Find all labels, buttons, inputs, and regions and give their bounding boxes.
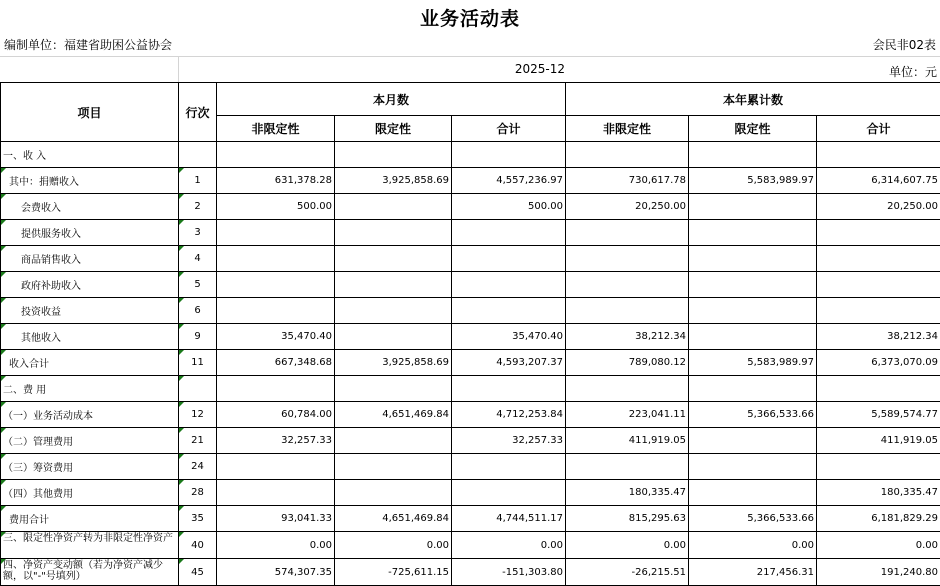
cell-month-total: 500.00 <box>452 194 566 220</box>
row-item-label: （三）筹资费用 <box>1 454 179 480</box>
table-row <box>1 480 940 506</box>
cell-month-unrestricted <box>217 246 335 272</box>
cell-marker-icon <box>179 532 184 537</box>
cell-marker-icon <box>179 246 184 251</box>
row-line-number: 35 <box>179 506 217 532</box>
table-row <box>1 220 940 246</box>
cell-marker-icon <box>179 480 184 485</box>
cell-marker-icon <box>179 506 184 511</box>
cell-year-total <box>817 142 940 168</box>
table-row <box>1 454 940 480</box>
cell-year-unrestricted <box>566 220 689 246</box>
cell-month-restricted <box>335 428 452 454</box>
col-header-month-unrestricted: 非限定性 <box>217 116 335 142</box>
cell-year-restricted <box>689 142 817 168</box>
col-header-year-restricted: 限定性 <box>689 116 817 142</box>
cell-month-restricted <box>335 142 452 168</box>
cell-year-total: 6,314,607.75 <box>817 168 940 194</box>
cell-marker-icon <box>179 428 184 433</box>
cell-month-restricted: -725,611.15 <box>335 559 452 586</box>
cell-month-unrestricted: 35,470.40 <box>217 324 335 350</box>
row-line-number: 4 <box>179 246 217 272</box>
table-row <box>1 559 940 586</box>
cell-month-total: 4,557,236.97 <box>452 168 566 194</box>
cell-year-unrestricted <box>566 142 689 168</box>
cell-year-restricted <box>689 454 817 480</box>
table-row <box>1 506 940 532</box>
cell-year-total: 5,589,574.77 <box>817 402 940 428</box>
table-row <box>1 376 940 402</box>
cell-month-unrestricted: 574,307.35 <box>217 559 335 586</box>
row-line-number: 5 <box>179 272 217 298</box>
form-code: 会民非02表 <box>873 36 936 53</box>
table-row <box>1 142 940 168</box>
cell-year-restricted <box>689 194 817 220</box>
cell-year-restricted <box>689 428 817 454</box>
cell-year-unrestricted: 223,041.11 <box>566 402 689 428</box>
cell-year-unrestricted: -26,215.51 <box>566 559 689 586</box>
cell-marker-icon <box>1 559 6 564</box>
cell-marker-icon <box>1 350 6 355</box>
cell-year-restricted: 5,583,989.97 <box>689 350 817 376</box>
cell-year-unrestricted <box>566 298 689 324</box>
cell-year-restricted: 5,366,533.66 <box>689 402 817 428</box>
row-line-number: 24 <box>179 454 217 480</box>
table-row <box>1 272 940 298</box>
cell-year-unrestricted <box>566 272 689 298</box>
row-item-label: 投资收益 <box>1 298 179 324</box>
col-group-year: 本年累计数 <box>566 83 940 116</box>
row-item-label: 二、费 用 <box>1 376 179 402</box>
cell-marker-icon <box>1 480 6 485</box>
cell-month-restricted <box>335 324 452 350</box>
cell-marker-icon <box>179 324 184 329</box>
row-item-label: 商品销售收入 <box>1 246 179 272</box>
cell-month-total: 4,593,207.37 <box>452 350 566 376</box>
cell-marker-icon <box>179 194 184 199</box>
cell-year-unrestricted: 180,335.47 <box>566 480 689 506</box>
row-line-number: 2 <box>179 194 217 220</box>
cell-month-total: 35,470.40 <box>452 324 566 350</box>
cell-month-unrestricted: 667,348.68 <box>217 350 335 376</box>
cell-marker-icon <box>179 559 184 564</box>
cell-year-total <box>817 376 940 402</box>
header-row-groups <box>1 83 940 116</box>
cell-marker-icon <box>1 220 6 225</box>
cell-month-unrestricted <box>217 298 335 324</box>
cell-year-unrestricted: 20,250.00 <box>566 194 689 220</box>
cell-marker-icon <box>1 376 6 381</box>
cell-year-total: 6,373,070.09 <box>817 350 940 376</box>
table-row <box>1 350 940 376</box>
cell-year-unrestricted: 730,617.78 <box>566 168 689 194</box>
cell-year-restricted <box>689 272 817 298</box>
cell-marker-icon <box>1 428 6 433</box>
cell-year-total <box>817 454 940 480</box>
cell-marker-icon <box>1 298 6 303</box>
cell-month-unrestricted: 631,378.28 <box>217 168 335 194</box>
row-item-label: 三、限定性净资产转为非限定性净资产 <box>1 532 179 559</box>
cell-month-total <box>452 272 566 298</box>
cell-month-restricted <box>335 272 452 298</box>
row-line-number: 9 <box>179 324 217 350</box>
table-row <box>1 402 940 428</box>
cell-month-total <box>452 454 566 480</box>
cell-month-restricted: 3,925,858.69 <box>335 350 452 376</box>
cell-year-restricted: 5,366,533.66 <box>689 506 817 532</box>
col-header-item: 项目 <box>1 83 179 142</box>
col-header-month-restricted: 限定性 <box>335 116 452 142</box>
cell-month-restricted <box>335 480 452 506</box>
cell-year-total <box>817 246 940 272</box>
cell-marker-icon <box>1 246 6 251</box>
cell-month-restricted <box>335 376 452 402</box>
cell-year-total: 20,250.00 <box>817 194 940 220</box>
cell-month-total <box>452 246 566 272</box>
row-line-number: 6 <box>179 298 217 324</box>
cell-month-restricted: 3,925,858.69 <box>335 168 452 194</box>
cell-year-unrestricted: 0.00 <box>566 532 689 559</box>
row-line-number: 40 <box>179 532 217 559</box>
cell-year-restricted <box>689 376 817 402</box>
row-line-number: 45 <box>179 559 217 586</box>
row-line-number <box>179 142 217 168</box>
cell-month-unrestricted <box>217 272 335 298</box>
table-row <box>1 298 940 324</box>
cell-month-total <box>452 480 566 506</box>
cell-year-total <box>817 220 940 246</box>
row-item-label: 政府补助收入 <box>1 272 179 298</box>
table-body <box>1 142 940 586</box>
cell-marker-icon <box>1 168 6 173</box>
col-header-year-unrestricted: 非限定性 <box>566 116 689 142</box>
cell-month-restricted <box>335 194 452 220</box>
cell-month-total <box>452 220 566 246</box>
cell-month-total: 4,712,253.84 <box>452 402 566 428</box>
row-item-label: 四、净资产变动额（若为净资产减少额，以"-"号填列） <box>1 559 179 586</box>
row-item-label: 收入合计 <box>1 350 179 376</box>
cell-year-total: 411,919.05 <box>817 428 940 454</box>
table-row <box>1 428 940 454</box>
cell-month-total: 32,257.33 <box>452 428 566 454</box>
report-title: 业务活动表 <box>0 4 940 31</box>
activity-table <box>0 82 940 586</box>
cell-year-restricted <box>689 324 817 350</box>
cell-marker-icon <box>179 298 184 303</box>
cell-marker-icon <box>1 532 6 537</box>
cell-year-unrestricted: 411,919.05 <box>566 428 689 454</box>
cell-marker-icon <box>179 220 184 225</box>
cell-month-unrestricted <box>217 480 335 506</box>
cell-month-restricted: 4,651,469.84 <box>335 506 452 532</box>
cell-year-unrestricted <box>566 454 689 480</box>
row-line-number <box>179 376 217 402</box>
row-item-label: 费用合计 <box>1 506 179 532</box>
cell-month-total: 0.00 <box>452 532 566 559</box>
row-line-number: 21 <box>179 428 217 454</box>
cell-month-restricted: 0.00 <box>335 532 452 559</box>
col-header-year-total: 合计 <box>817 116 940 142</box>
cell-marker-icon <box>1 454 6 459</box>
cell-month-restricted <box>335 220 452 246</box>
cell-year-total <box>817 272 940 298</box>
cell-marker-icon <box>179 350 184 355</box>
cell-year-restricted <box>689 246 817 272</box>
cell-year-total: 0.00 <box>817 532 940 559</box>
row-item-label: （四）其他费用 <box>1 480 179 506</box>
table-row <box>1 532 940 559</box>
cell-marker-icon <box>1 272 6 277</box>
cell-year-unrestricted: 815,295.63 <box>566 506 689 532</box>
cell-marker-icon <box>1 506 6 511</box>
cell-month-restricted <box>335 454 452 480</box>
row-item-label: （一）业务活动成本 <box>1 402 179 428</box>
row-item-label: 其中：捐赠收入 <box>1 168 179 194</box>
report-period: 2025-12 <box>0 62 565 76</box>
cell-year-unrestricted: 789,080.12 <box>566 350 689 376</box>
cell-month-unrestricted <box>217 142 335 168</box>
cell-month-restricted <box>335 298 452 324</box>
row-line-number: 11 <box>179 350 217 376</box>
row-item-label: 提供服务收入 <box>1 220 179 246</box>
cell-year-restricted <box>689 480 817 506</box>
cell-year-restricted <box>689 298 817 324</box>
cell-marker-icon <box>179 402 184 407</box>
col-header-month-total: 合计 <box>452 116 566 142</box>
cell-marker-icon <box>1 194 6 199</box>
cell-month-total <box>452 298 566 324</box>
cell-month-total <box>452 142 566 168</box>
cell-month-unrestricted <box>217 454 335 480</box>
col-group-month: 本月数 <box>217 83 566 116</box>
table-row <box>1 194 940 220</box>
cell-month-unrestricted <box>217 376 335 402</box>
currency-unit: 单位：元 <box>889 63 937 80</box>
divider <box>0 56 940 57</box>
row-item-label: （二）管理费用 <box>1 428 179 454</box>
cell-marker-icon <box>1 402 6 407</box>
cell-marker-icon <box>179 454 184 459</box>
cell-month-total: 4,744,511.17 <box>452 506 566 532</box>
cell-month-restricted <box>335 246 452 272</box>
cell-marker-icon <box>179 272 184 277</box>
cell-year-restricted: 0.00 <box>689 532 817 559</box>
table-row <box>1 168 940 194</box>
cell-month-unrestricted: 60,784.00 <box>217 402 335 428</box>
row-line-number: 12 <box>179 402 217 428</box>
cell-year-total: 191,240.80 <box>817 559 940 586</box>
cell-year-total: 180,335.47 <box>817 480 940 506</box>
table-row <box>1 324 940 350</box>
cell-year-total: 6,181,829.29 <box>817 506 940 532</box>
row-item-label: 其他收入 <box>1 324 179 350</box>
cell-year-restricted: 5,583,989.97 <box>689 168 817 194</box>
cell-marker-icon <box>1 324 6 329</box>
col-header-line-no: 行次 <box>179 83 217 142</box>
row-item-label: 会费收入 <box>1 194 179 220</box>
cell-marker-icon <box>179 168 184 173</box>
cell-year-restricted <box>689 220 817 246</box>
cell-month-total: -151,303.80 <box>452 559 566 586</box>
cell-year-total <box>817 298 940 324</box>
row-line-number: 3 <box>179 220 217 246</box>
cell-month-unrestricted <box>217 220 335 246</box>
cell-year-unrestricted <box>566 246 689 272</box>
cell-month-unrestricted: 32,257.33 <box>217 428 335 454</box>
row-item-label: 一、收 入 <box>1 142 179 168</box>
table-row <box>1 246 940 272</box>
cell-month-restricted: 4,651,469.84 <box>335 402 452 428</box>
organization-label: 编制单位：福建省助困公益协会 <box>4 36 172 53</box>
cell-year-restricted: 217,456.31 <box>689 559 817 586</box>
cell-marker-icon <box>179 376 184 381</box>
cell-year-unrestricted: 38,212.34 <box>566 324 689 350</box>
cell-month-total <box>452 376 566 402</box>
cell-year-total: 38,212.34 <box>817 324 940 350</box>
row-line-number: 28 <box>179 480 217 506</box>
cell-month-unrestricted: 93,041.33 <box>217 506 335 532</box>
cell-month-unrestricted: 500.00 <box>217 194 335 220</box>
row-line-number: 1 <box>179 168 217 194</box>
cell-month-unrestricted: 0.00 <box>217 532 335 559</box>
cell-year-unrestricted <box>566 376 689 402</box>
